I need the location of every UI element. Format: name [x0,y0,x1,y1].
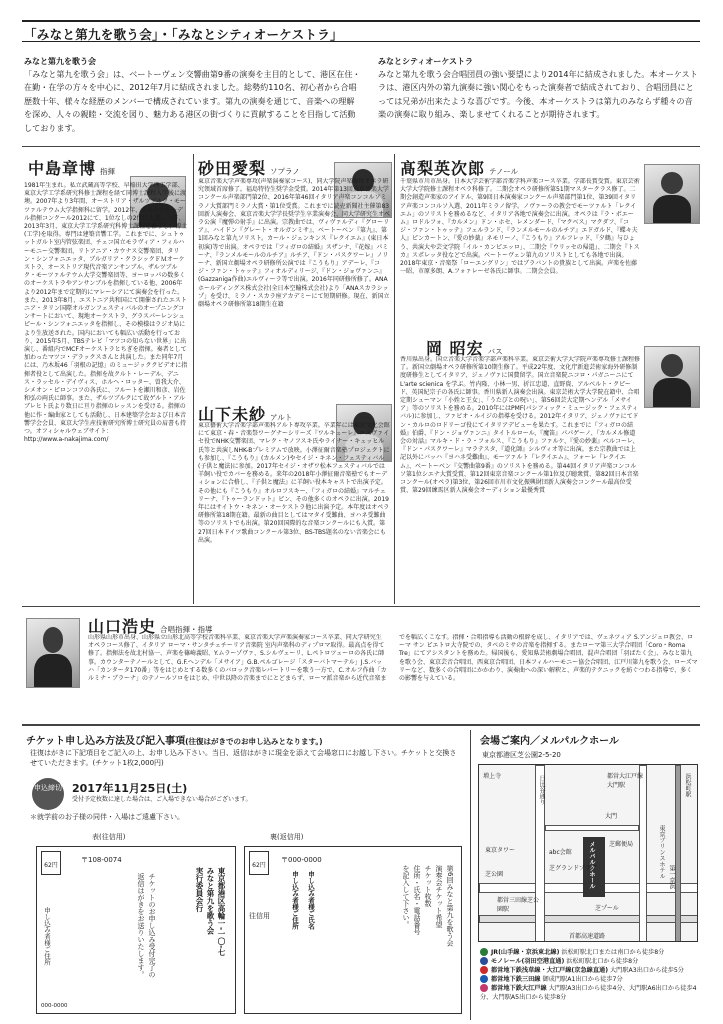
reply-notice: チケットのお申し込み受付完了の 返信はがきをお送りいたします。 [137,873,156,978]
request-details: 第6回みなと第九を歌う会 演奏会チケット希望 チケット枚数 住所・氏名・電話番号 を記入して下さい。 [402,865,454,947]
access-list [480,948,702,1002]
divider [22,606,700,607]
postcard-front-label: 表(往信用) [92,833,126,841]
performer-name: 中島章博 指揮 [28,159,116,178]
postal-code: 〒000-0000 [281,856,322,864]
performer-name: 岡 昭宏 バス [426,339,503,358]
performer-bio: 香川県出身。国立音楽大学音楽学部声楽科卒業。東京芸術大学大学院声楽専攻修士課程修了。新国立劇場オペラ研修所第10期生修了。平成22年度、文化庁新進芸術家海外研修制度研修生としてイタリア、ジェノヴァに国費留学。国立音楽院ニコロ・パガニーニにてL'arte scienica を学ぶ。竹内隆、小林一男、折江忠道、直野資、アルベルト・クピード、英国紀宗子の各氏に師事。香川県新人演奏会出演。東京芸術大学大学院在籍中、合唱定期シューマン「小姓と王女」、「うたびとの呪い」、第56回芸大定期ヘンデル「メサイア」等のソリストを務める。2010年にはPMF(パシフィック・ミュージック・フェスティバル)に参加し、ファビオ・ルイジの指導を受ける。2012年イタリア、ジェノヴァにてドン・カルロのロドリーゴ役にてイタリアデビューを果たす。これまでに『フィガロの結婚』伯爵、『ドン・ジョヴァンニ』タイトルロール、『魔笛』パパゲーノ、『カルメル修道会の対話』マルキ・ド・ラ・フォルス、『こうもり』ファルケ、『愛の妙薬』ベルコーレ、『ドン・パスクワーレ』マラテスタ、『道化師』シルヴィオ等に出演。また宗教曲では上記以外にバッハ『ヨハネ受難曲』、モーツァルト『レクイエム』、フォーレ『レクイエム』、ベートーベン『交響曲第9番』のソリストを務める。第44回イタリア声楽コンコルソ第1位シエナ大賞受賞、第12回東京音楽コンクール第1位及び聴衆賞、第82回日本音楽コンクール(オペラ)第3位、第26回市川市文化振興財団新人演奏会コンクール最高位受賞、第29回練馬区新人演奏会オーディション最優秀賞 [400,356,640,495]
postcard-front [36,846,236,1014]
ticket-heading: チケット申し込み方法及び記入事項(往復はがきでのお申し込みとなります。) [26,736,323,747]
org-title-orchestra: みなとシティオーケストラ [378,57,474,66]
performer-name: 砂田愛梨 ソプラノ [198,159,300,178]
postcard-back-label: 裏(返信用) [270,833,304,841]
column-divider [394,154,395,604]
performer-name: 髙梨英次郎 テノール [400,159,519,178]
column-divider [470,730,471,1020]
access-item: 都営地下鉄大江戸線 大門駅A3出口から徒歩4分、大門駅A6出口から徒歩4分、大門駅A5出口から徒歩8分 [480,985,697,1001]
performer-name: 山下未紗 アルト [198,405,293,424]
subway-icon [480,975,488,983]
venue-map[interactable]: メルパルクホール 東京タワー 芝公園 日比谷通り 大門 都営大江戸線大門駅 浜松町駅 芝グランドプラザ 東京プリンスホテル abc会館 都営三田線芝公園駅 首都高速道路 第一京浜 芝郵便局 芝プール 増上寺 [478,764,698,942]
deadline-date: 2017年11月25日(土) [72,782,188,795]
column-divider [193,154,194,604]
reply-name: 申し込み者様ご氏名 [307,871,315,930]
divider [22,724,700,726]
website-link[interactable]: http://www.a-nakajima.com/ [24,436,109,444]
performer-bio: 千葉県市川市出身。日本大学芸術学部音楽学科声楽コース卒業。学部長賞受賞。東京芸術大学大学院修士課程オペラ科修了。二期会オペラ研修所第51期マスタークラス修了。二期会創造声楽家のアイドル、第9回日本演奏家コンクール声楽部門第1位、第39回イタリア声楽コンコルソ入選、2011年ミラノ留学。ノヴァーラの教会でモーツァルト「レクイエム」のソリストを務めるなど、イタリア各地で演奏会に出演。オペラは『ラ・ボエーム』ロドルフォ、『カルメン』ドン・ホセ、レメンダード、『マクベス』マクダフ、『コジ・ファン・トゥッテ』フェルランド、『ランメルモールのルチア』エドガルド、『蝶々夫人』ピンカートン、『愛の妙薬』ネモリーノ、『こうもり』アルフレッド、『夕鶴』与ひょう、共演大や芸文学院「イル・カンピエッロ」、二期会『ウリッセの帰還』、二期会『トスカ』スポレッタ役などで出演。ベートーヴェン第九のソリストとしても各地で出演。2018年東京・音楽祭「ローエングリン」ではブラバントの貴族として出演。声楽を佐藤一昭、市原多朗、A.フォァレーゼ各氏に師事。二期会会員。 [400,178,640,276]
access-item: モノレール(羽田空港直通) 浜松町駅北口から徒歩8分 [480,957,702,966]
org-text-orchestra: みなと第九を歌う会合唱団員の強い要望により2014年に結成されました。本オーケストラは、港区内外の第九演奏に強い関心をもった演奏者で結成されており、合唱団員にとっては兄弟が出来たような喜びです。今後、本オーケストラは第九のみならず種々の音楽の演奏に取り組み、楽しませてくれることが期待されます。 [378,69,698,120]
deadline-note: 受付予定枚数に達した場合は、ご入場できない場合がございます。 [72,796,252,803]
recipient-address: 東京都港区高輪一-一〇-七 みなと第九を歌う会 実行委員会行 [195,867,226,956]
performer-name: 山口浩史 合唱指揮・指導 [88,617,213,636]
reply-address: 申し込み者様ご住所 [291,871,299,930]
performer-bio: 東京音楽大学声楽専攻(声楽演奏家コース)、同大学院声楽専攻オペラ研究領域首席修了。福島特待生奨学金受賞。2014年第13回東京音楽大学コンクール声楽部門第2位、2016年第46回イタリア声楽コンコルソミラノ大賞部門ミラノ大賞・第1位受賞。これまでに読売新聞社主催第83回新人演奏会、東京音楽大学学長奨学生卒業演奏会、同大学研究生オペラ公演『魔弾の射手』に出演。宗教曲では、ヴィヴァルディ『グローリア』、ハイドン『グレート・オルガンミサ』、ベートーベン『第九』、第1回みなと第九ソリスト。カール・ジェンキンス『レクイエム』(東日本初演)等で出演。オペラでは『フィガロの結婚』スザンナ、『花嫁』パミーナ、『ランメルモールのルチア』ルチア、『ドン・パスクワーレ』ノリーナ、新国立劇場オペラ研修所公演では『こうもり』アデーレ、『コジ・ファン・トゥッテ』フィオルディリージ、『ドン・ジョヴァンニ』(Gazzaniga作曲)エルヴィーラ等で出演。2016年同研修所修了。ANAホールディングス株式会社(全日本空輸株式会社)より「ANAスカラシップ」を受け、ミラノ・スカラ座アカデミーにて短期研修。現在、新国立劇場オペラ研修所第18期生在籍 [198,178,390,309]
org-title-choir: みなと第九を歌う会 [24,57,96,66]
ticket-instructions: 往復はがきに下記項目をご記入の上、お申し込み下さい。当日、返信はがきに現金を添えて会場窓口にお越し下さい。チケットと交換させていただきます。(チケット1枚2,000円) [30,749,457,768]
access-item: 都営地下鉄浅草線・大江戸線(京急線直通) 大門駅A3出口から徒歩5分 [480,966,702,975]
performer-photo [26,618,80,688]
deadline-badge: 申込締切 [32,778,64,810]
stamp: 62円 [41,851,61,875]
access-item: JR(山手線・京浜東北線) 浜松町駅北口または南口から徒歩8分 [480,948,702,957]
subway-icon [480,966,488,974]
page-title: 「みなと第九を歌う会」・「みなとシティオーケストラ」 [24,27,343,42]
performer-bio: 1981年生まれ。私立武蔵高等学校、早稲田大学理工学部、東京大学工学系研究科修士課程を経て同博士課程入学後に渡墺。2007年より3年間、オーストリア・ザルツブルク・モーツァルテウム大学指揮科に留学。2012年、クルト・レーデル指揮コンクール2012にて、1位なしの2位に入賞。一方、2013年3月、東京大学工学系研究科博士課程を修了し、博士(工学)を取得。専門は建築音響工学。これまでに、シュトゥットガルト室内管弦楽団、チェコ国立モラヴィア・フィルハーモニー交響楽団、リトアニア・カウナス交響楽団、タリン・シンフォニエッタ、ブルガリア・クラシックＦＭオーケストラ、オーストリア現代音楽アンサンブル、ザルツブルク・モーツァルテウム大学交響楽団等、ヨーロッパの数多くのオーケストラやアンサンブルを指揮している他、2006年より2012年まで定期的にマレーシアにて演奏会を行った。また、2013年8月、エストニア共和国にて開催されたエストニア・タリン国際オルガンフェスティバルのオープニングコンサートにおいて、現地オーケストラ、グラスパーレンシュピール・シンフォニエッタを指揮し、その模様はラジオ局により生放送された。国内においても幅広い活動を行っており、2015年5月、TBSテレビ「マツコの知らない世界」に出演し、番組内でMCFオーケストラとちぎを指揮。奏者として加わったマツコ・デラックスさんと共演した。また同年7月には、乃木坂46「羽根の記憶」のミュージッククビデオに指揮者役として出演した。指揮を故クルト・レーデル、デニス・ラッセル・デイヴィス、ホルヘ・ロッター、曽我大介、シメオン・ピロンコフの各氏に、フルートを瀬川和彦、岩佐和弘の両氏に師事。また、ザルツブルクにて故ゲルト・アルブレヒト氏より数日に亘り指揮のレッスンを受ける。指揮の他に作・編曲家としても活動し、日本建築学会および日本音響学会会員、東京大学生産技術研究所博士研究員の肩書も持つ。オフィシャルウェブサイト： http://www.a-nakajima.com/ [24,182,188,444]
postal-code: 〒108-0074 [81,856,122,864]
performer-bio: 山形県山形市出身、山形県立山形北高等学校音楽科卒業、東京音楽大学声楽演奏家コース卒業、同大学研究生オペラコース修了、イタリア ローマ・サンタチェチーリア音楽院 室内声楽科のディプロマ取得。最高点を得て修了。指揮法を故北村協一、声楽を篠崎義昭、Y.ムラーゾヴァ、S.シルヴェーリ、L.ペトロツェーロの各氏に師事。カウンターテノールとして、G.F.ヘンデル「メサイア」G.B.ペルゴレージ「スターバトマーテル」J.S.バッハ「カンタータ170番」等をはじめとする数多くのバロック音楽レパートリーを歌う一方で、C.オルフ作曲「カルミナ・ブラーナ」のテノールソロをはじめ、中世以降の音楽までにとどまらず、ローマ派音楽から近代音楽までを幅広くこなす。指揮・合唱指導も活動の根幹を成し、イタリアでは、ヴェネツィア S.アンジェロ教会、ローマ サン ピエトロ大寺院での、タベのミサの音楽を指揮する。またローマ第三大学合唱団「Coro・Roma Tre」にてアシスタントを務めた。帰国後も、愛知県芸術劇場合唱団、混声合唱団「羽ばたく会」、みなと第九を歌う会、東京芸音合唱団、西東京合唱団、日本フィルハーモニー協会合唱団、江戸川第九を歌う会、ローズマリーなど、数多くの合唱団にかかわり、演奏曲への深い解釈と、声楽的テクニックを紡ぐつわる指導で、多くの影響を与えている。 [88,634,698,683]
jr-icon [480,948,488,956]
performer-bio: 東京藝術大学音楽学部声楽科アルト専攻卒業。卒業年には東京文化会館にて東京・春・音楽祭ワーグナーシリーズ『ワルキューレ』ロスヴァイセ役でNHK交響楽団、マレク・ヤノフスキ氏やライナー・キュッヒル氏等と共演しNHK-Bプレミアムで放映。小澤征爾音楽塾プロジェクトにも参加し、『こうもり』(カルメン)やセイジ・キネン・フェスティバル(子供と魔法)に参加。2017年セイジ・オザワ松本フェスティバルでは羊飼い役でカバーを務める。来年の2018年小澤征爾音楽塾でもオーディションに合格し、『子供と魔法』に羊飼い役本キャストで出演予定。その他にも『こうもり』オルロフスキー、『フィガロの結婚』マルチェリーナ、『トゥーランドット』ピン、その他多くのオペラに出演。2019年にはサイトウ・キネン・オーケストラ他に出演予定。本年度はオペラ研修所第18期在籍。最新の曲目としてはマタイ受難曲、ヨハネ受難曲等のソリストでも出演。第20回国際的な音楽コンクールにも入賞。第27回日本ドイツ歌曲コンクール第3位、BS-TBS題名のない音楽会にも出演。 [198,422,390,544]
sender-address: 申し込み者様ご住所 [43,907,51,966]
stamp: 62円 [249,851,269,875]
child-note: ＊就学前のお子様の同伴・入場はご遠慮下さい。 [30,813,184,821]
org-text-choir: 「みなと第九を歌う会」は、ベートーヴェン交響曲第9番の演奏を主目的として、港区在住・在勤・在学の方々を中心に、2012年7月に結成されました。総勢約110名、初心者から合唱歴数十年、様々な経歴のメンバーで構成されています。第九の演奏を通じて、音楽への理解を深め、人々の親睦・交流を図り、魅力ある港区の街づくりに貢献することを目指して活動しております。 [24,69,361,133]
subway-icon [480,984,488,992]
venue-heading: 会場ご案内／メルパルクホール [480,736,619,747]
monorail-icon [480,957,488,965]
access-item: 都営地下鉄三田線 御成門駅A1出口から徒歩7分 [480,975,702,984]
divider [22,146,700,147]
postcard-back [244,846,462,1014]
sender-postcode: 000-0000 [41,1003,68,1009]
venue-address: 東京都港区芝公園2-5-20 [482,751,561,759]
performer-photo [644,346,700,408]
performer-photo [644,164,700,224]
reply-label: 往信用 [249,912,270,920]
